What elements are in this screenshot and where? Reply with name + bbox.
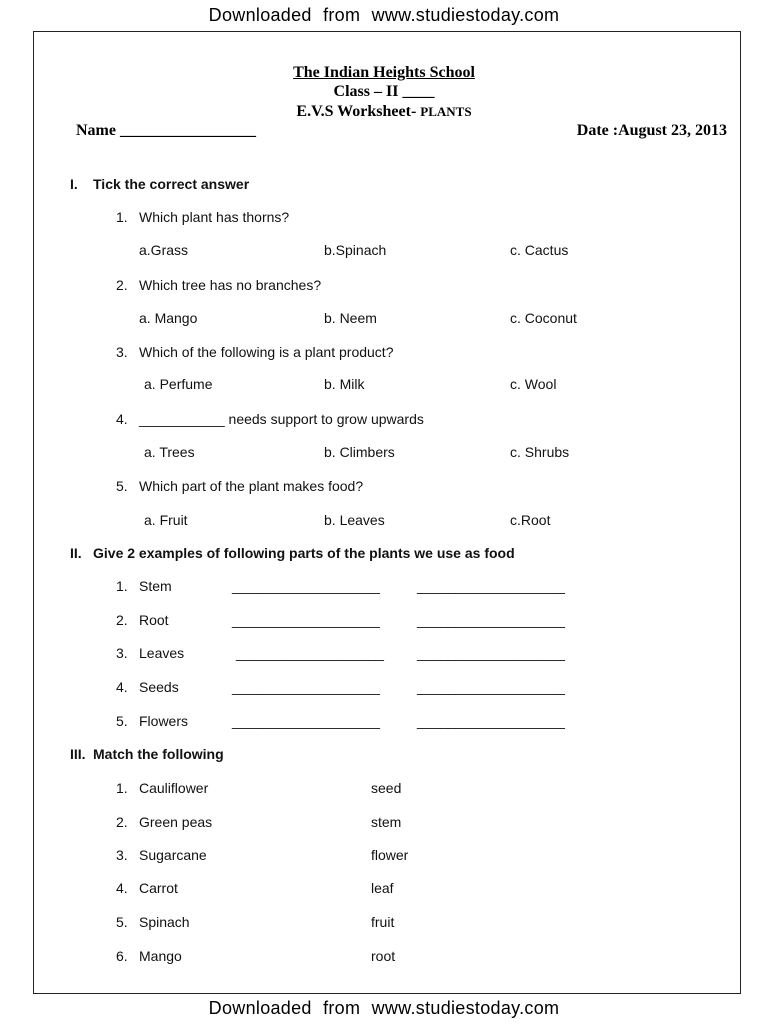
option-a: a. Fruit <box>144 512 188 528</box>
question-text: Which of the following is a plant product? <box>139 344 394 360</box>
question-text: Which plant has thorns? <box>139 209 290 225</box>
banner-word: Downloaded <box>208 5 312 25</box>
item-number: 6. <box>116 948 128 964</box>
item-number: 5. <box>116 713 128 729</box>
match-right-item: flower <box>371 847 409 863</box>
question-number: 4. <box>116 411 128 427</box>
download-banner-top <box>0 5 768 26</box>
section-1-roman: I. <box>70 176 78 192</box>
banner-word: from <box>323 5 361 25</box>
match-right-item: leaf <box>371 880 394 896</box>
option-a: a. Mango <box>139 310 198 326</box>
option-c: c.Root <box>510 512 551 528</box>
option-a: a.Grass <box>139 242 189 258</box>
option-c: c. Coconut <box>510 310 577 326</box>
match-left-item: Mango <box>139 948 182 964</box>
answer-blank: ___________________ <box>417 612 565 628</box>
answer-blank: ___________________ <box>417 679 565 695</box>
answer-blank: ___________________ <box>417 578 565 594</box>
answer-blank: ___________________ <box>236 645 384 661</box>
section-3-roman: III. <box>70 746 86 762</box>
item-number: 2. <box>116 814 128 830</box>
item-number: 3. <box>116 645 128 661</box>
question-number: 3. <box>116 344 128 360</box>
item-number: 4. <box>116 880 128 896</box>
item-number: 1. <box>116 578 128 594</box>
banner-word: Downloaded <box>208 998 312 1018</box>
worksheet-title <box>0 103 768 121</box>
date-label: Date :August 23, 2013 <box>576 122 727 139</box>
plant-part-label: Leaves <box>139 645 185 661</box>
section-2-roman: II. <box>70 545 82 561</box>
worksheet-topic: PLANTS <box>420 104 472 119</box>
answer-blank: ___________________ <box>232 713 380 729</box>
banner-word: from <box>323 998 361 1018</box>
match-left-item: Sugarcane <box>139 847 207 863</box>
option-a: a. Perfume <box>144 376 213 392</box>
plant-part-label: Flowers <box>139 713 189 729</box>
item-number: 4. <box>116 679 128 695</box>
item-number: 3. <box>116 847 128 863</box>
name-field: Name _________________ <box>76 122 256 139</box>
worksheet-label: E.V.S Worksheet- <box>296 103 421 120</box>
question-text: Which part of the plant makes food? <box>139 478 364 494</box>
answer-blank: ___________________ <box>232 612 380 628</box>
match-right-item: fruit <box>371 914 395 930</box>
match-right-item: stem <box>371 814 402 830</box>
option-b: b. Milk <box>324 376 365 392</box>
match-left-item: Cauliflower <box>139 780 209 796</box>
match-left-item: Carrot <box>139 880 178 896</box>
question-number: 5. <box>116 478 128 494</box>
item-number: 1. <box>116 780 128 796</box>
answer-blank: ___________________ <box>417 645 565 661</box>
answer-blank: ___________________ <box>232 578 380 594</box>
plant-part-label: Stem <box>139 578 172 594</box>
option-b: b. Leaves <box>324 512 385 528</box>
item-number: 2. <box>116 612 128 628</box>
match-right-item: root <box>371 948 396 964</box>
banner-url: www.studiestoday.com <box>371 998 560 1018</box>
section-3-title: Match the following <box>93 746 224 762</box>
download-banner-bottom <box>0 998 768 1019</box>
match-right-item: seed <box>371 780 402 796</box>
match-left-item: Green peas <box>139 814 213 830</box>
class-label: Class – II ____ <box>333 83 435 100</box>
question-text: Which tree has no branches? <box>139 277 322 293</box>
option-b: b.Spinach <box>324 242 387 258</box>
option-b: b. Climbers <box>324 444 395 460</box>
item-number: 5. <box>116 914 128 930</box>
question-number: 1. <box>116 209 128 225</box>
option-c: c. Shrubs <box>510 444 570 460</box>
option-a: a. Trees <box>144 444 195 460</box>
option-b: b. Neem <box>324 310 377 326</box>
question-text: ___________ needs support to grow upwards <box>139 411 424 427</box>
section-2-title: Give 2 examples of following parts of the plants we use as food <box>93 545 515 561</box>
plant-part-label: Seeds <box>139 679 179 695</box>
school-name: The Indian Heights School <box>293 64 475 81</box>
option-c: c. Wool <box>510 376 557 392</box>
question-number: 2. <box>116 277 128 293</box>
answer-blank: ___________________ <box>417 713 565 729</box>
answer-blank: ___________________ <box>232 679 380 695</box>
match-left-item: Spinach <box>139 914 190 930</box>
plant-part-label: Root <box>139 612 169 628</box>
option-c: c. Cactus <box>510 242 569 258</box>
banner-url: www.studiestoday.com <box>371 5 560 25</box>
section-1-title: Tick the correct answer <box>93 176 250 192</box>
